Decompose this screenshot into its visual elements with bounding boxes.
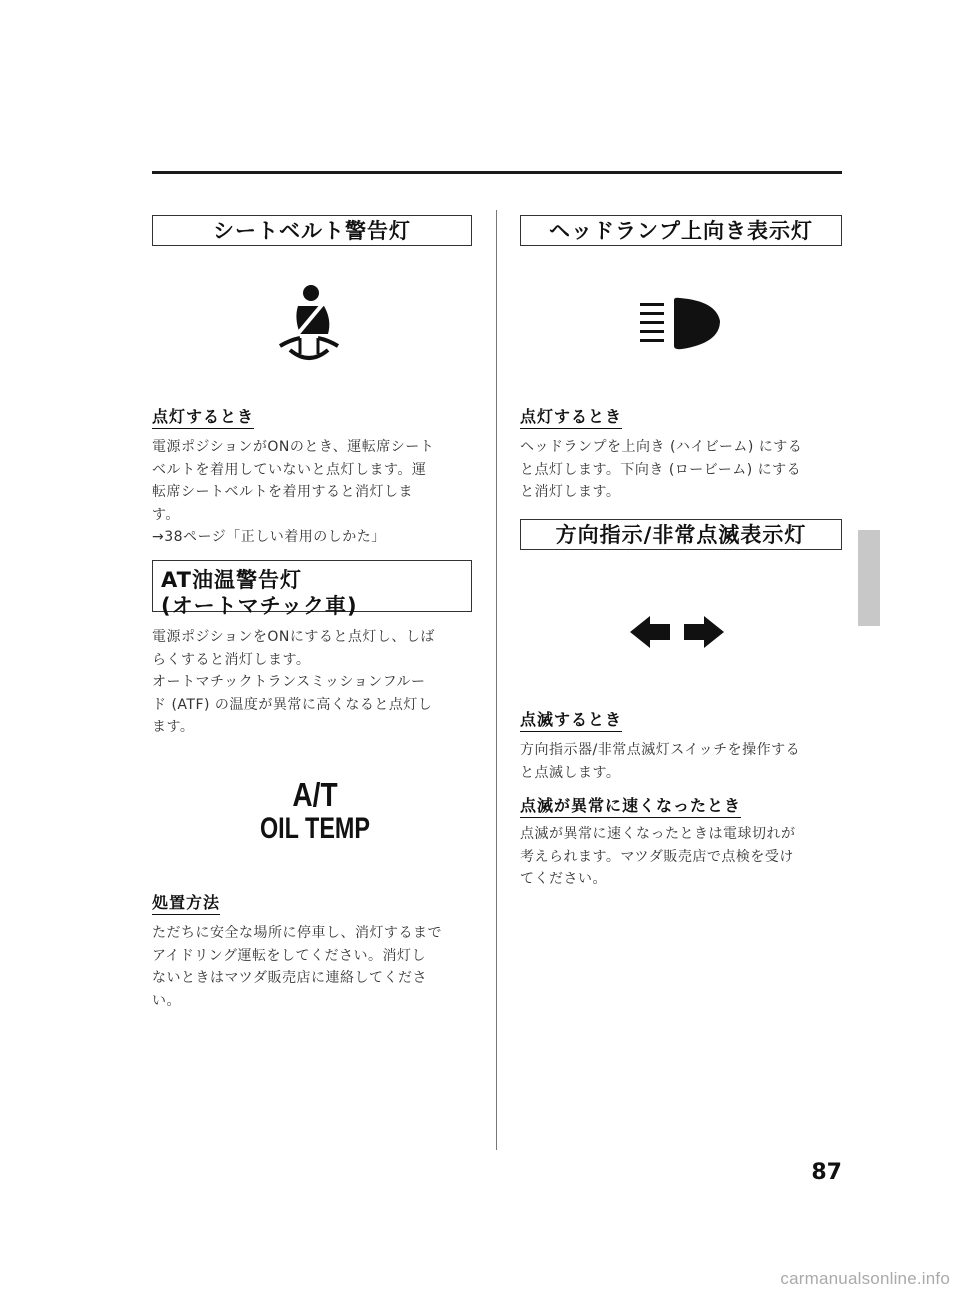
at-oil-heading-line2: (オートマチック車) xyxy=(161,594,358,618)
at-oil-action-subhead: 処置方法 xyxy=(152,890,220,915)
column-divider xyxy=(496,210,497,1150)
text-line: らくすると消灯します。 xyxy=(152,651,311,668)
at-oil-text xyxy=(152,626,435,739)
text-line: ベルトを着用していないと点灯します。運 xyxy=(152,461,427,478)
text-line: ヘッドランプを上向き (ハイビーム) にする xyxy=(520,439,803,455)
section-tab xyxy=(858,530,880,626)
seatbelt-icon xyxy=(276,284,342,364)
text-line: い。 xyxy=(152,992,181,1009)
text-line: ます。 xyxy=(152,719,195,735)
text-line: 電源ポジションがONのとき、運転席シート xyxy=(152,439,435,455)
at-oil-heading xyxy=(152,560,472,618)
at-oil-action-text xyxy=(152,922,442,1012)
text-line: オートマチックトランスミッションフルー xyxy=(152,674,426,690)
text-line: ないときはマツダ販売店に連絡してくださ xyxy=(152,970,427,986)
page-reference: →38ページ「正しい着用のしかた」 xyxy=(152,529,386,545)
text-line: と消灯します。 xyxy=(520,484,621,500)
high-beam-subhead: 点灯するとき xyxy=(520,404,622,429)
right-arrow-icon xyxy=(684,616,724,648)
text-line: 転席シートベルトを着用すると消灯しま xyxy=(152,484,413,500)
high-beam-text xyxy=(520,436,802,504)
watermark: carmanualsonline.info xyxy=(780,1269,950,1288)
left-arrow-icon xyxy=(630,616,670,648)
turn-signal-icon xyxy=(630,614,726,650)
fast-blink-subhead: 点滅が異常に速くなったとき xyxy=(520,793,741,818)
turn-signal-text xyxy=(520,739,800,784)
high-beam-icon xyxy=(640,297,726,351)
oil-temp-icon-label: OIL TEMP xyxy=(259,812,371,845)
fast-blink-text xyxy=(520,823,796,891)
at-icon-label: A/T xyxy=(292,776,338,813)
at-oil-heading-line1: AT油温警告灯 xyxy=(161,568,302,592)
page-number: 87 xyxy=(811,1160,842,1185)
text-line: と点灯します。下向き (ロービーム) にする xyxy=(520,461,802,478)
top-rule xyxy=(152,171,842,174)
text-line: 点滅が異常に速くなったときは電球切れが xyxy=(520,826,796,842)
text-line: 方向指示器/非常点滅灯スイッチを操作する xyxy=(520,742,801,758)
turn-signal-heading: 方向指示/非常点滅表示灯 xyxy=(520,519,842,550)
text-line: ド (ATF) の温度が異常に高くなると点灯し xyxy=(152,696,433,713)
turn-signal-subhead: 点滅するとき xyxy=(520,707,622,732)
at-oil-temp-icon xyxy=(240,778,390,846)
high-beam-heading: ヘッドランプ上向き表示灯 xyxy=(520,215,842,246)
text-line: てください。 xyxy=(520,871,607,887)
text-line: す。 xyxy=(152,506,180,523)
seatbelt-subhead: 点灯するとき xyxy=(152,404,254,429)
seatbelt-text xyxy=(152,436,434,549)
text-line: 考えられます。マツダ販売店で点検を受け xyxy=(520,848,794,865)
seatbelt-heading: シートベルト警告灯 xyxy=(152,215,472,246)
text-line: ただちに安全な場所に停車し、消灯するまで xyxy=(152,925,442,941)
text-line: アイドリング運転をしてください。消灯し xyxy=(152,947,426,964)
text-line: 電源ポジションをONにすると点灯し、しば xyxy=(152,629,435,645)
text-line: と点滅します。 xyxy=(520,764,621,781)
